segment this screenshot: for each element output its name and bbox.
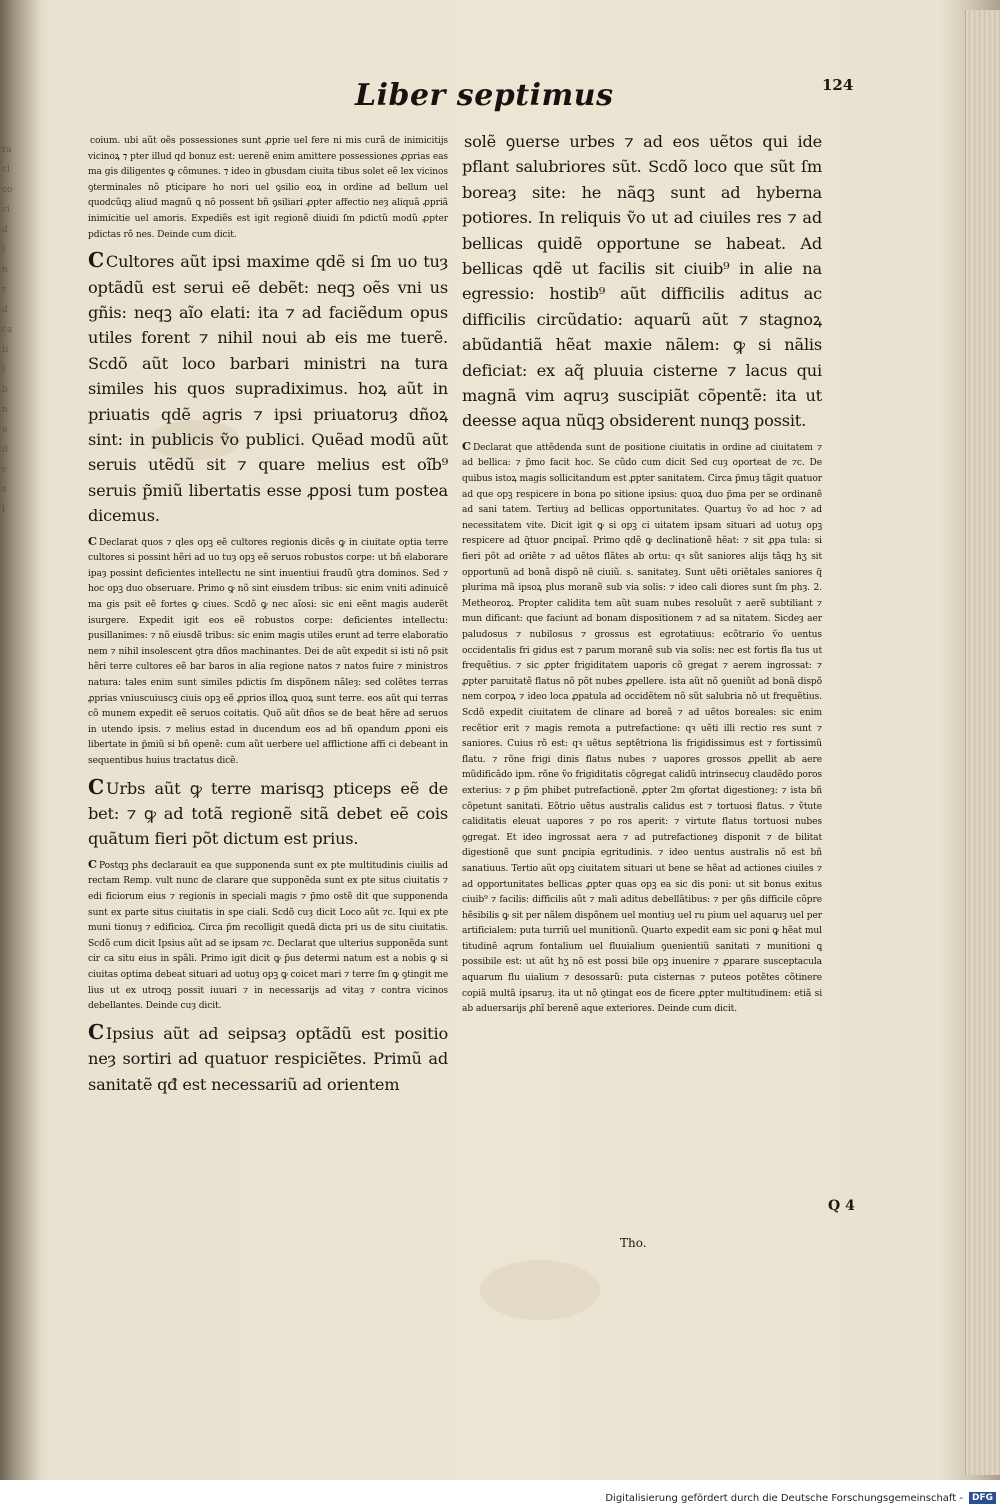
text-column-left [88,132,448,1102]
footer-text: Digitalisierung gefördert durch die Deutsche Forschungsgemeinschaft - [605,1492,963,1504]
paragraph-mark: C [88,248,104,273]
paragraph-text: Ipsius aũt ad seipsaȝ optãdũ est positio neȝ sortiri ad quatuor respiciẽtes. Primũ ad sanitatẽ qđ est necessariũ ad orientem [88,1023,448,1094]
dfg-logo: DFG [969,1492,996,1504]
paragraph [88,534,448,770]
paragraph-text: coium. ubi aũt oẽs possessiones sunt ꝓprie uel fere ni mis curã de inimicitijs vicinoꝝ ⁊ pter illud qd bonuz est: uerenẽ enim amittere possessiones ꝓprias eas ma gis diligentes ꝙ cõmunes. ⁊ ideo in gbusdam ciuita tibus solet eẽ lex vicinos ꝯterminales nõ pticipare ho nori uel ꝯsilio eoꝝ in ordine ad bellum uel quodcũqꝫ aliud magnũ ꝗ nõ possent bñ ꝯsiliari ꝓpter affectio neȝ aliquã ꝓpriã inimicitie uel amoris. Expediẽs est igit regionẽ diuidi ſm pdictũ modũ ꝓpter pdictas rõ nes. Deinde cum dicit. [88,136,448,240]
paragraph [88,248,448,528]
previous-page-edge [0,0,40,1480]
text-column-right [462,128,822,1023]
catchword: Tho. [620,1236,647,1250]
paragraph [88,132,448,243]
paragraph-text: Cultores aũt ipsi maxime qdẽ si ſm uo tuȝ optãdũ est serui eẽ debẽt: neqꝫ oẽs vni us gñis: neqꝫ aĩo elati: ita ⁊ ad faciẽdum opus utiles forent ⁊ nihil noui ab eis me tuerẽ. Scdõ aũt loco barbari ministri na tura similes his quos supradiximus. hoꝝ aũt in priuatis qdẽ agris ⁊ ipsi priuatoruȝ dñoꝝ sint: in publicis ṽo publici. Quẽad modũ aũt seruis utẽdũ sit ⁊ quare melius est oĩb⁹ seruis p̃miũ libertatis esse ꝓposi tum postea dicemus. [88,252,448,526]
paragraph-mark: C [88,1019,104,1044]
paragraph-mark: C [88,856,97,871]
funding-footer [605,1492,996,1504]
paper-stain [480,1260,600,1320]
paragraph-text: Declarat que attẽdenda sunt de positione ciuitatis in ordine ad ciuitatem ⁊ ad bellica: ⁊ p̃mo facit hoc. Se cũdo cum dicit Sed cuȝ oporteat de ⁊c. De quibus istoꝝ magis sollicitandum est ꝓpter sanitatem. Circa p̃muȝ tãgit quatuor ad que opꝫ respicere in bona po sitione ipsius: quoꝝ duo p̃ma per se ordinanẽ ad sani tatem. Tertiuȝ ad bellicas opportunitates. Quartuȝ ṽo ad hoc ⁊ ad necessitatem vite. Dicit igit ꝙ si opꝫ ci uitatem ipsam situari ad uotuȝ opꝫ respicere ad q̃tuor ꝑncipaĩ. Primo qdẽ ꝙ declinationẽ hẽat: ⁊ sit ꝓpa tula: si fieri põt ad oriẽte ⁊ ad uẽtos flãtes ab ortu: qꝛ sũt saniores alijs tãqꝫ hʒ sit opportunũ ad bonã dispõ nẽ ciuiũ. s. sanitateȝ. Sunt uẽti oriẽtales saniores q̃ plurima mã ipsoꝝ plus moranẽ sub via solis: ⁊ ideo cali diores sunt ſm phȝ. 2. Metheoroꝝ. Propter calidita tem aũt suam nubes resoluũt ⁊ aerẽ subtiliant ⁊ mun dificant: que faciunt ad bonam dispositionem ⁊ ad sa nitatem. Sicdeȝ aer paludosus ⁊ nubilosus ⁊ grossus est egrotatiuus: ecõtrario ṽo uentus occidentalis fri gidus est ⁊ parum moranẽ sub via solis: nec est fortis fla tus ut frequẽtius. ⁊ sic ꝓpter frigiditatem uaporis cõ gregat ⁊ aerem ingrossat: ⁊ ꝓpter paruitatẽ flatus nõ põt nubes ꝓpellere. ista aũt nõ ꝯueniũt ad bonã dispõ nem corpoꝝ ⁊ ideo loca ꝓpatula ad occidẽtem nõ sũt salubria nõ ut frequẽtius. Scdõ expedit ciuitatem de clinare ad boreã ⁊ ad uẽtos boreales: sic enim recẽtior erit ⁊ magis remota a putrefactione: qꝛ uẽti illi rectio res sunt ⁊ saniores. Cuius rõ est: qꝛ uẽtus septẽtriona lis frigidissimus est ⁊ fortissimũ flatu. ⁊ rõne frigi dinis flatus nubes ⁊ uapores grossos ꝓpellit ab aere mũdificãdo ipm. rõne ṽo frigiditatis cõgregat calidũ intrinsecuȝ claudẽdo poros exterius: ⁊ ꝑ p̃m phibet putrefactionẽ. ꝓpter 2m ꝯfortat digestioneȝ: ⁊ ista bñ cõpetunt sanitati. Eõtrio uẽtus australis calidus est ⁊ tortuosi flatus. ⁊ ṽtute caliditatis eleuat uapores ⁊ po ros aperit: ⁊ virtute flatus tortuosi nubes ꝯgregat. Et ideo ingrossat aera ⁊ ad putrefactioneȝ disponit ⁊ de bilitat digestionẽ que sunt ꝑncipia egritudinis. ⁊ ideo uentus australis nõ est bñ sanatiuus. Tertio aũt opꝫ ciuitatem situari ut bene se hẽat ad actiones ciuiles ⁊ ad opportunitates bellicas ꝓpter quas opꝫ ea sic dis poni: ut sit bonus exitus ciuib⁹ ⁊ facilis: difficilis aũt ⁊ mali aditus debellãtibus: ⁊ per ꝯñs difficile cõpre hẽsibilis ꝙ sit per nãlem dispõnem uel montiuȝ uel ru pium uel aquaruȝ uel per artificialem: puta turriũ uel munitionũ. Quarto expedit eam sic poni ꝙ hẽat mul titudinẽ aqrum fontalium uel fluuialium ꝯuenientiũ sanitati ⁊ munitioni ꝗ possibile est: ut aũt hʒ nõ est possi bile opꝫ inuenire ⁊ ꝓparare susceptacula aquarum flu uialium ⁊ desossarũ: puta cisternas ⁊ puteos potẽtes cõtinere copiã multã ipsaruȝ. ita ut nõ ꝯtingat eos de ficere ꝓpter multitudinem: etiã si ab aduersarijs ꝓhĩ berenẽ aque exteriores. Deinde cum dicit. [462,442,822,1015]
running-title: Liber septimus [355,78,614,113]
page-stack-edge [965,10,1000,1475]
paragraph-text: Declarat quos ⁊ qles opꝫ eẽ cultores regionis dicẽs ꝙ in ciuitate optia terre cultores si possint hẽri ad uo tuȝ opꝫ eẽ seruos robustos corpe: ut bñ elaborare ipaȝ possint deficientes intellectu ne sint inuentiui fraudũ ꝯtra dominos. Sed ⁊ hoc opꝫ duo obseruare. Primo ꝙ nõ sint eiusdem tribus: sic enim vniti adinuicẽ ma gis psit eẽ fortes ꝙ ciues. Scdõ ꝙ nec aĩosi: sic eni eẽnt magis auderẽt isurgere. Expedit igit eos eẽ robustos corpe: deficientes intellectu: pusillanimes: ⁊ nõ eiusdẽ tribus: sic enim magis utiles erunt ad terre elaboratio nem ⁊ nihil insolescent ꝯtra dños machinantes. Dei de aũt expedit si isti nõ psit hẽri terre cultores eẽ bar baros in alia regione natos ⁊ natos fuire ⁊ ministros natura: tales enim sunt similes pdictis ſm dispõnem nãleȝ: sed colẽtes terras ꝓprias vniuscuiuscꝫ ciuis opꝫ eẽ ꝓprios illoꝝ quoꝝ sunt terre. eos aũt qui terras cõ munem expedit eẽ seruos coitatis. Quõ aũt dños se de beat hẽre ad seruos in utendo ipsis. ⁊ melius estad in ducendum eos ad bñ opandum ꝓponi eis libertate in p̃miũ si bñ openẽ: cum aũt uerbere uel afflictione affi ci debeant in sequentibus huius tractatus dicẽ. [88,537,448,766]
paragraph [462,128,822,434]
paragraph [462,439,822,1018]
paragraph [88,775,448,852]
paragraph-mark: C [88,533,97,548]
paragraph-mark: C [462,438,471,453]
paragraph-mark: C [88,774,104,799]
folio-number: 124 [822,76,854,94]
paragraph-text: Postqꝫ phs declarauit ea que supponenda sunt ex pte multitudinis ciuilis ad rectam Remp. vult nunc de clarare que supponẽda sunt ex pte situs ciuitatis ⁊ edi ficiorum eius ⁊ regionis in speciali magis ⁊ p̃mo ostẽ dit que supponenda sunt ex parte situs ciuitatis in spe ciali. Scdõ cuȝ dicit Loco aũt ⁊c. Iqui ex pte muni tionuȝ ⁊ edificioꝝ. Circa p̃m recolligit quedã dicta pri us de situ ciuitatis. Scdõ cum dicit Ipsius aũt ad se ipsam ⁊c. Declarat que ulterius supponẽda sunt cir ca situ eius in spãli. Primo igit dicit ꝙ p̃us determi natum est a nobis ꝙ si ciuitas optima debeat situari ad uotuȝ opꝫ ꝙ coicet mari ⁊ terre ſm ꝙ ꝯtingit me lius ut ex utroqꝫ possit iuuari ⁊ in necessarijs ad vitaȝ ⁊ contra vicinos debellantes. Deinde cuȝ dicit. [88,860,448,1012]
previous-page-margin-text: ra cl co ci d l n r d ca ti l b n o d c s l [2,145,13,515]
signature-mark: Q 4 [828,1198,855,1214]
paragraph-text: Urbs aũt ꝙ terre marisqꝫ pticeps eẽ de bet: ⁊ ꝙ ad totã regionẽ sitã debet eẽ cois quãtum fieri põt dictum est prius. [88,778,448,849]
paragraph [88,857,448,1015]
paragraph [88,1020,448,1097]
paragraph-text: solẽ ꝯuerse urbes ⁊ ad eos uẽtos qui ide pflant salubriores sũt. Scdõ loco que sũt ſm boreaȝ site: he nãqꝫ sunt ad hyberna potiores. In reliquis ṽo ut ad ciuiles res ⁊ ad bellicas quidẽ opportune se habeat. Ad bellicas qdẽ ut facilis sit ciuib⁹ in alie na egressio: hostib⁹ aũt difficilis aditus ac difficilis circũdatio: aquarũ aũt ⁊ stagnoꝝ abũdantiã hẽat maxie nãlem: ꝙ si nãlis deficiat: ex aq̃ pluuia cisterne ⁊ lacus qui magnã vim aqruȝ suscipiãt cõpentẽ: ita ut deesse aqua nũqꝫ obsiderent nunqꝫ possit. [462,132,822,431]
